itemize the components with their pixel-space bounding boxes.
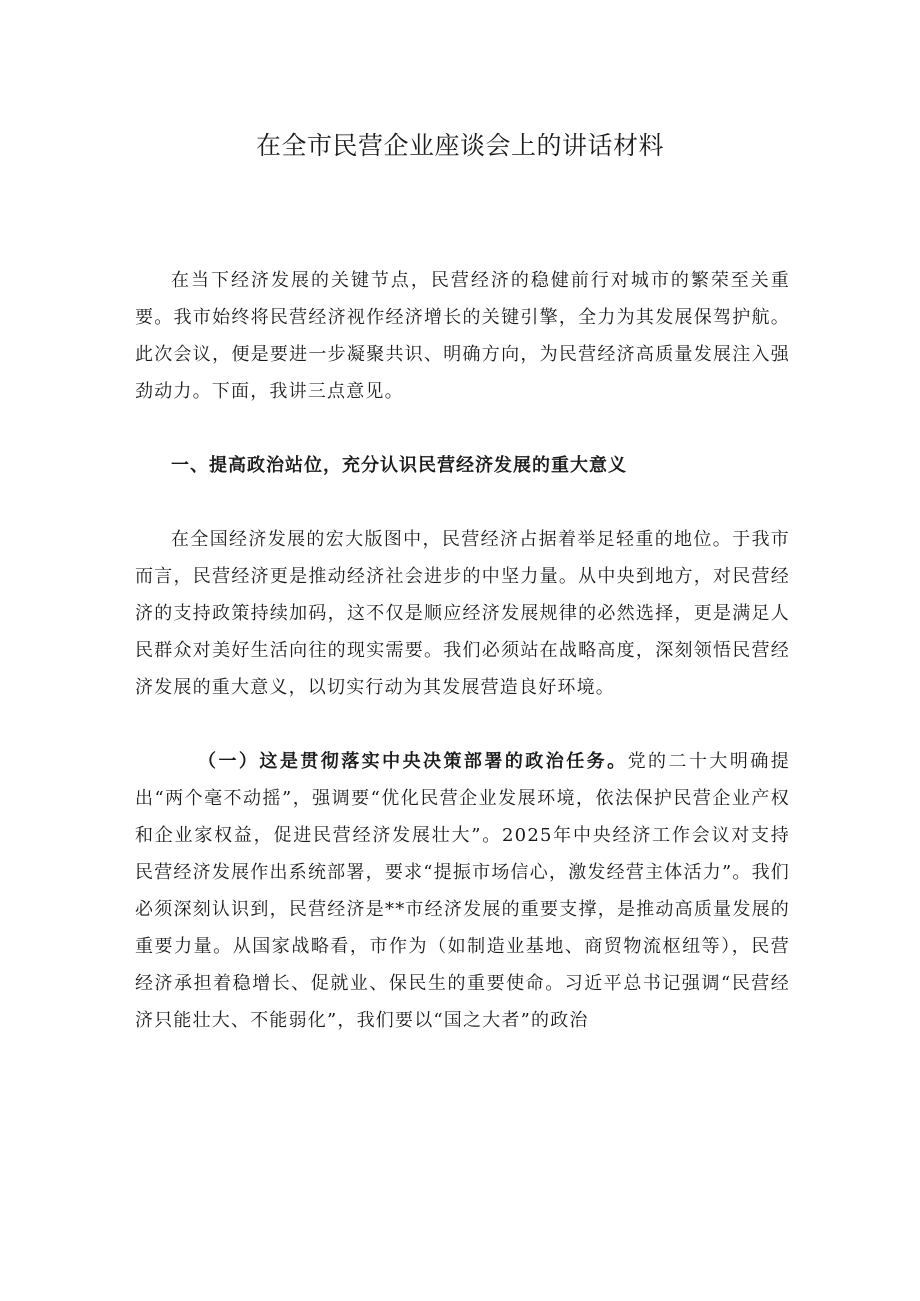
section-1-paragraph: 在全国经济发展的宏大版图中，民营经济占据着举足轻重的地位。于我市而言，民营经济更是推动经济社会进步的中坚力量。从中央到地方，对民营经济的支持政策持续加码，这不仅是顺应经济发展规律的必然选择，更是满足人民群众对美好生活向往的现实需要。我们必须站在战略高度，深刻领悟民营经济发展的重大意义，以切实行动为其发展营造良好环境。 xyxy=(135,529,790,698)
document-title: 在全市民营企业座谈会上的讲话材料 xyxy=(255,131,664,160)
subsection-1-paragraph xyxy=(135,743,790,1039)
spacer xyxy=(135,410,790,447)
subsection-1-lead: （一）这是贯彻落实中央决策部署的政治任务。 xyxy=(198,751,628,772)
spacer xyxy=(135,484,790,521)
section-1-heading: 一、提高政治站位，充分认识民营经济发展的重大意义 xyxy=(171,455,627,476)
spacer xyxy=(135,706,790,743)
document-body xyxy=(135,262,790,1039)
subsection-1-text: 党的二十大明确提出“两个毫不动摇”，强调要“优化民营企业发展环境，依法保护民营企业产权和企业家权益，促进民营经济发展壮大”。2025年中央经济工作会议对支持民营经济发展作出系统部署，要求“提振市场信心，激发经营主体活力”。我们必须深刻认识到，民营经济是**市经济发展的重要支撑，是推动高质量发展的重要力量。从国家战略看，市作为（如制造业基地、商贸物流枢纽等），民营经济承担着稳增长、促就业、保民生的重要使命。习近平总书记强调“民营经济只能壮大、不能弱化”，我们要以“国之大者”的政治 xyxy=(135,751,790,1031)
intro-paragraph: 在当下经济发展的关键节点，民营经济的稳健前行对城市的繁荣至关重要。我市始终将民营经济视作经济增长的关键引擎，全力为其发展保驾护航。此次会议，便是要进一步凝聚共识、明确方向，为民营经济高质量发展注入强劲动力。下面，我讲三点意见。 xyxy=(135,270,790,402)
